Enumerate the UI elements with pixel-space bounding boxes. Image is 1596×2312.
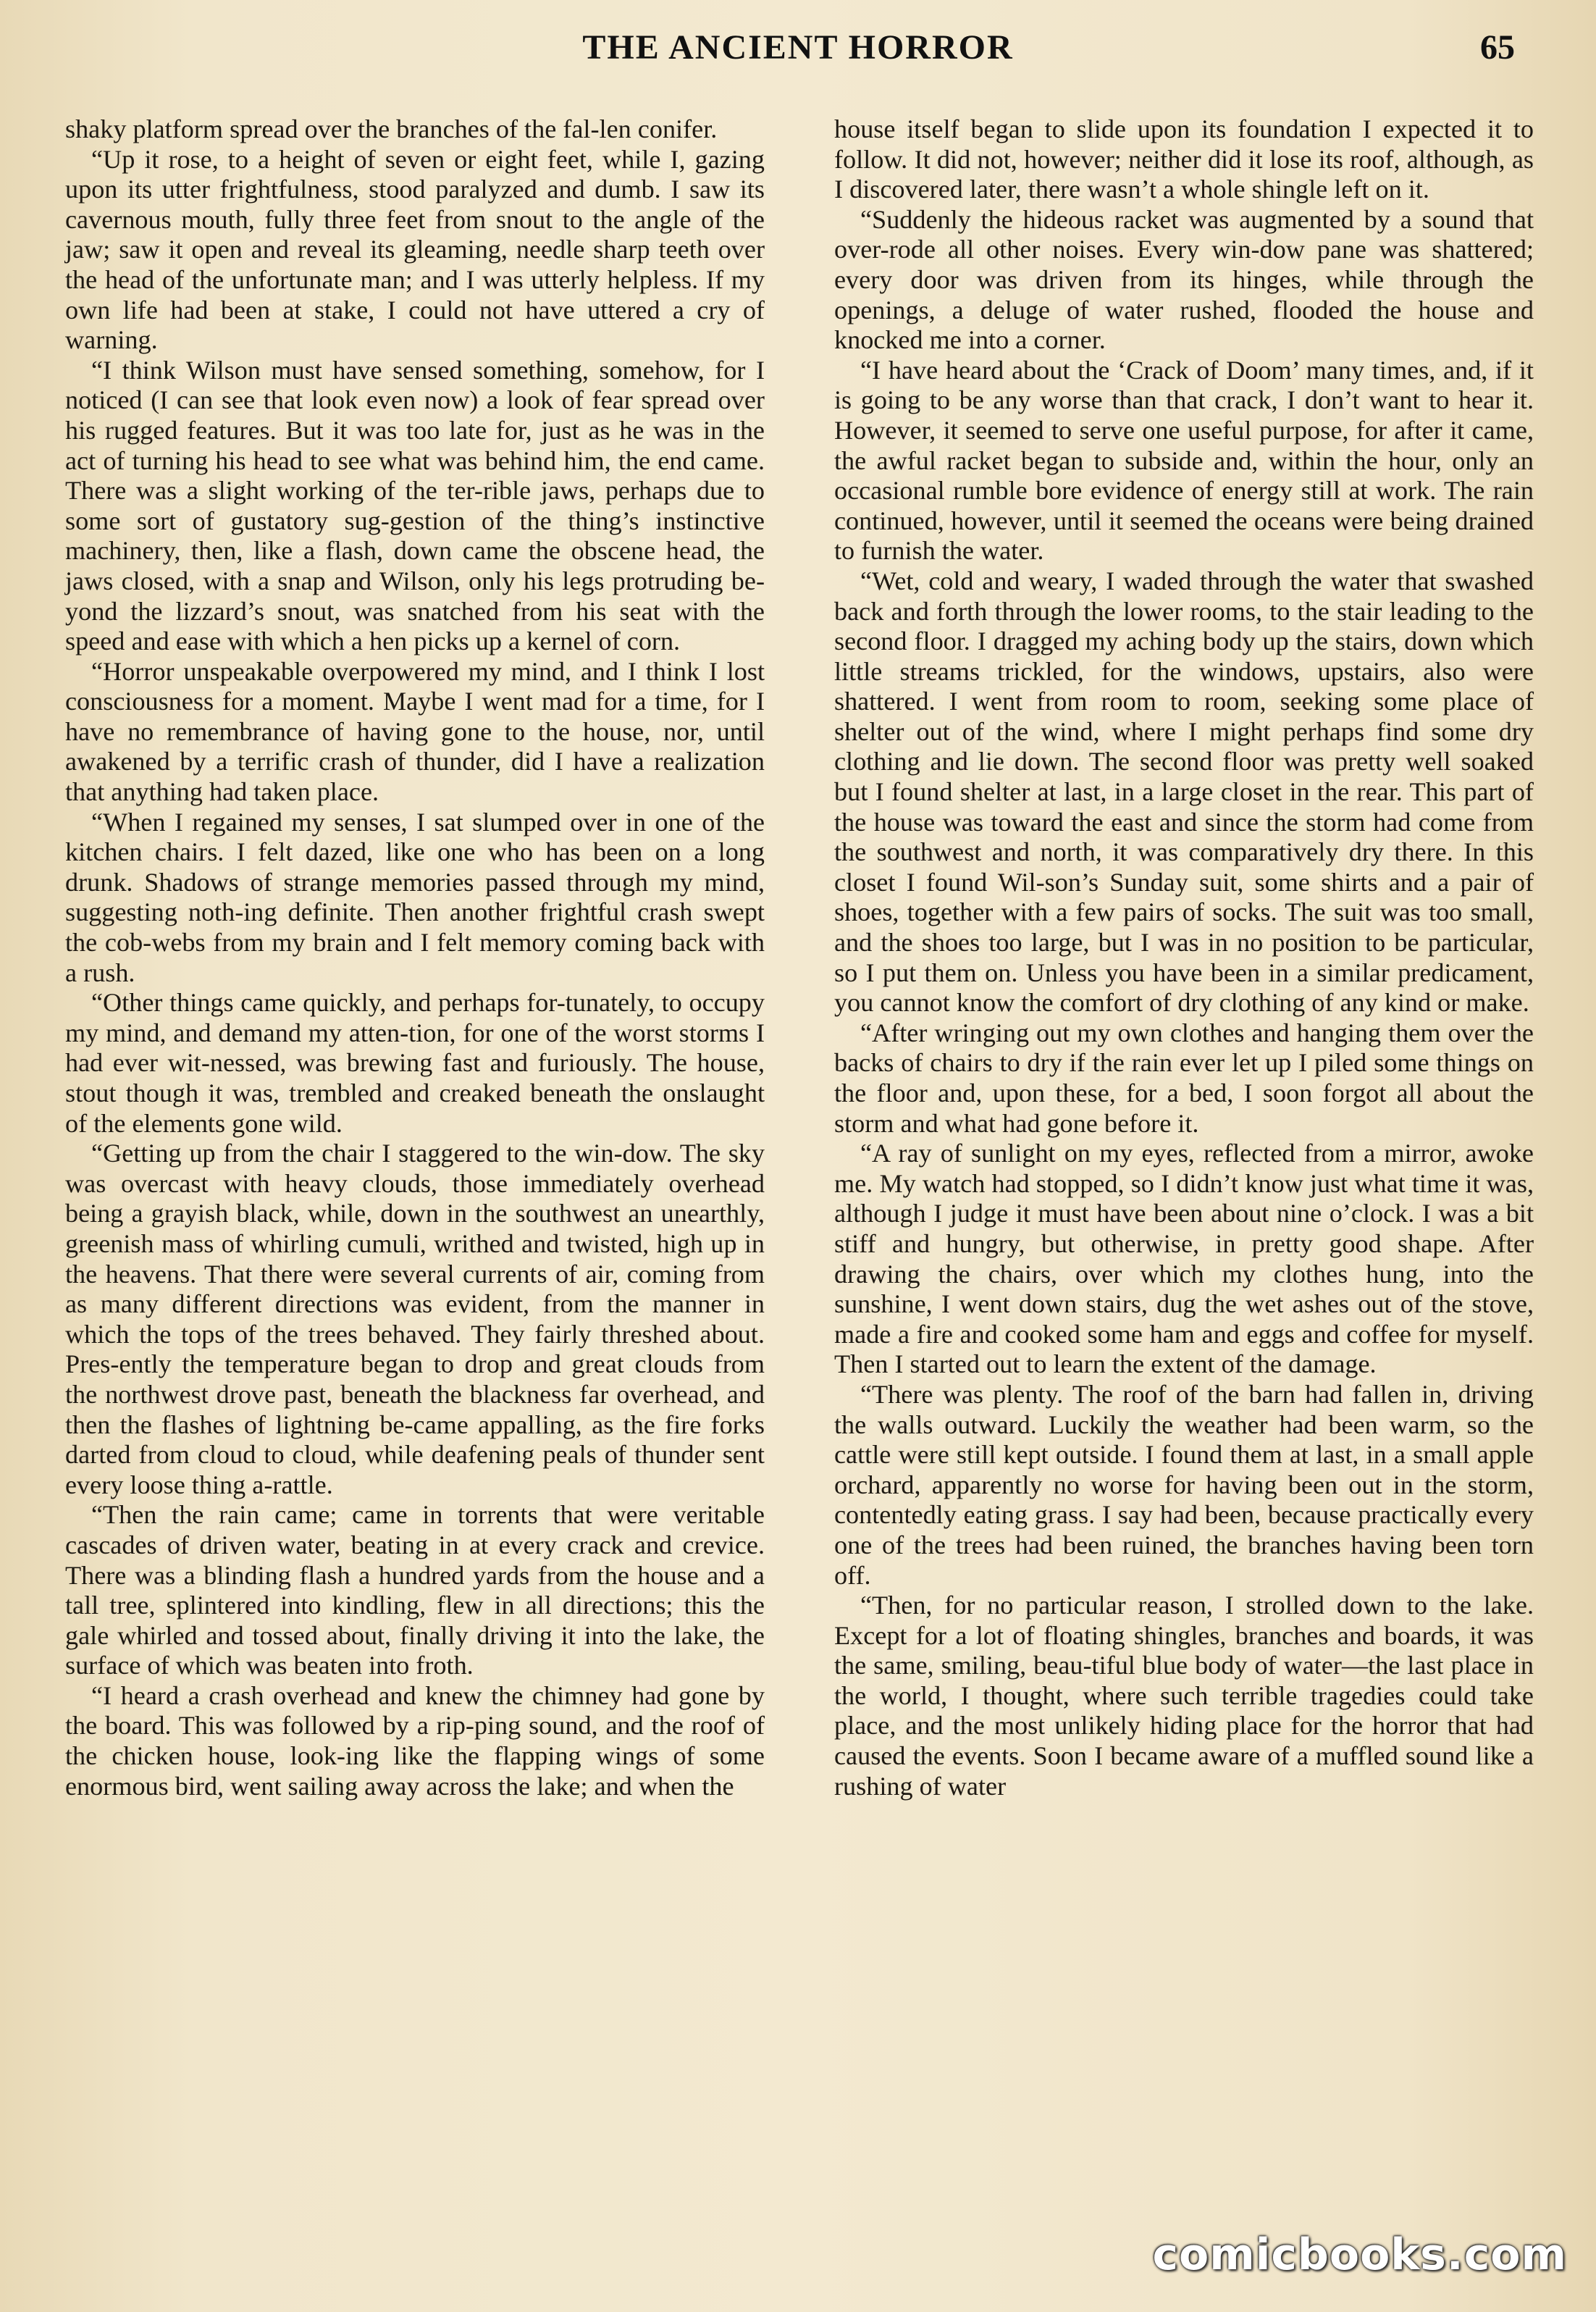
paragraph: “A ray of sunlight on my eyes, reflected from a mirror, awoke me. My watch had stopped, so I didn’t know just what time it was, although I judge it must have been about nine o’clock. I was a bit stiff and hungry, but otherwise, in pretty good shape. After drawing the chairs, over which my clothes hung, into the sunshine, I went down stairs, dug the wet ashes out of the stove, made a fire and cooked some ham and eggs and coffee for myself. Then I started out to learn the extent of the damage. <box>834 1139 1534 1379</box>
paragraph: “Up it rose, to a height of seven or eight feet, while I, gazing upon its utter frightfulness, stood paralyzed and dumb. I saw its cavernous mouth, fully three feet from snout to the angle of the jaw; saw it open and reveal its gleaming, needle sharp teeth over the head of the unfortunate man; and I was utterly helpless. If my own life had been at stake, I could not have uttered a cry of warning. <box>65 144 765 355</box>
page-number: 65 <box>1480 28 1515 67</box>
paragraph: “I heard a crash overhead and knew the chimney had gone by the board. This was followed by a rip-ping sound, and the roof of the chicken house, look-ing like the flapping wings of some enormous bird, went sailing away across the lake; and when the <box>65 1680 765 1801</box>
paragraph: “Getting up from the chair I staggered to the win-dow. The sky was overcast with heavy clouds, those immediately overhead being a grayish black, while, down in the southwest an unearthly, greenish mass of whirling cumuli, writhed and twisted, high up in the heavens. That there were several currents of air, coming from as many different directions was evident, from the manner in which the tops of the trees behaved. They fairly threshed about. Pres-ently the temperature began to drop and great clouds from the northwest drove past, beneath the blackness far overhead, and then the flashes of lightning be-came appalling, as the fire forks darted from cloud to cloud, while deafening peals of thunder sent every loose thing a-rattle. <box>65 1139 765 1499</box>
paragraph: “I think Wilson must have sensed something, somehow, for I noticed (I can see that look even now) a look of fear spread over his rugged features. But it was too late for, just as he was in the act of turning his head to see what was behind him, the end came. There was a slight working of the ter-rible jaws, perhaps due to some sort of gustatory sug-gestion of the thing’s instinctive machinery, then, like a flash, down came the obscene head, the jaws closed, with a snap and Wilson, only his legs protruding be-yond the lizzard’s snout, was snatched from his seat with the speed and ease with which a hen picks up a kernel of corn. <box>65 355 765 656</box>
paragraph: “After wringing out my own clothes and hanging them over the backs of chairs to dry if the rain ever let up I piled some things on the floor and, upon these, for a bed, I soon forgot all about the storm and what had gone before it. <box>834 1018 1534 1138</box>
left-column <box>65 114 765 1801</box>
paragraph: “Suddenly the hideous racket was augmented by a sound that over-rode all other noises. Every win-dow pane was shattered; every door was driven from its hinges, while through the openings, a deluge of water rushed, flooded the house and knocked me into a corner. <box>834 204 1534 355</box>
paragraph: “When I regained my senses, I sat slumped over in one of the kitchen chairs. I felt dazed, like one who has been on a long drunk. Shadows of strange memories passed through my mind, suggesting noth-ing definite. Then another frightful crash swept the cob-webs from my brain and I felt memory coming back with a rush. <box>65 807 765 987</box>
paragraph: “There was plenty. The roof of the barn had fallen in, driving the walls outward. Luckily the weather had been warm, so the cattle were still kept outside. I found them at last, in a small apple orchard, apparently no worse for having been out in the storm, contentedly eating grass. I say had been, because practically every one of the trees had been ruined, the branches having been torn off. <box>834 1379 1534 1590</box>
paragraph: “I have heard about the ‘Crack of Doom’ many times, and, if it is going to be any worse than that crack, I don’t want to hear it. However, it seemed to serve one useful purpose, for after it came, the awful racket began to subside and, within the hour, only an occasional rumble bore evidence of energy still at work. The rain continued, however, until it seemed the oceans were being drained to furnish the water. <box>834 355 1534 566</box>
paragraph: “Then, for no particular reason, I strolled down to the lake. Except for a lot of floating shingles, branches and boards, it was the same, smiling, beau-tiful blue body of water—the last place in the world, I thought, where such terrible tragedies could take place, and the most unlikely hiding place for the horror that had caused the events. Soon I became aware of a muffled sound like a rushing of water <box>834 1591 1534 1801</box>
paragraph: “Horror unspeakable overpowered my mind, and I think I lost consciousness for a moment. Maybe I went mad for a time, for I have no remembrance of having gone to the house, nor, until awakened by a terrific crash of thunder, did I have a realization that anything had taken place. <box>65 656 765 807</box>
paragraph: house itself began to slide upon its foundation I expected it to follow. It did not, however; neither did it lose its roof, although, as I discovered later, there wasn’t a whole shingle left on it. <box>834 114 1534 204</box>
page-header <box>64 28 1532 78</box>
paragraph: shaky platform spread over the branches of the fal-len conifer. <box>65 114 718 143</box>
right-column <box>834 114 1534 1801</box>
site-watermark: comicbooks.com <box>1152 2229 1567 2280</box>
paragraph: “Then the rain came; came in torrents that were veritable cascades of driven water, beating in at every crack and crevice. There was a blinding flash a hundred yards from the house and a tall tree, splintered into kindling, flew in all directions; this the gale whirled and tossed about, finally driving it into the lake, the surface of which was beaten into froth. <box>65 1500 765 1680</box>
paragraph: “Wet, cold and weary, I waded through the water that swashed back and forth through the lower rooms, to the stair leading to the second floor. I dragged my aching body up the stairs, down which little streams trickled, for the windows, upstairs, also were shattered. I went from room to room, seeking some place of shelter out of the wind, where I might perhaps find some dry clothing and lie down. The second floor was pretty well soaked but I found shelter at last, in a large closet in the rear. This part of the house was toward the east and since the storm had come from the southwest and north, it was comparatively dry there. In this closet I found Wil-son’s Sunday suit, some shirts and a pair of shoes, together with a few pairs of socks. The suit was too small, and the shoes too large, but I was in no position to be particular, so I put them on. Unless you have been in a similar predicament, you cannot know the comfort of dry clothing of any kind or make. <box>834 566 1534 1018</box>
paragraph: “Other things came quickly, and perhaps for-tunately, to occupy my mind, and demand my atten-tion, for one of the worst storms I had ever wit-nessed, was brewing fast and furiously. The house, stout though it was, trembled and creaked beneath the onslaught of the elements gone wild. <box>65 988 765 1138</box>
running-title: THE ANCIENT HORROR <box>582 28 1014 67</box>
